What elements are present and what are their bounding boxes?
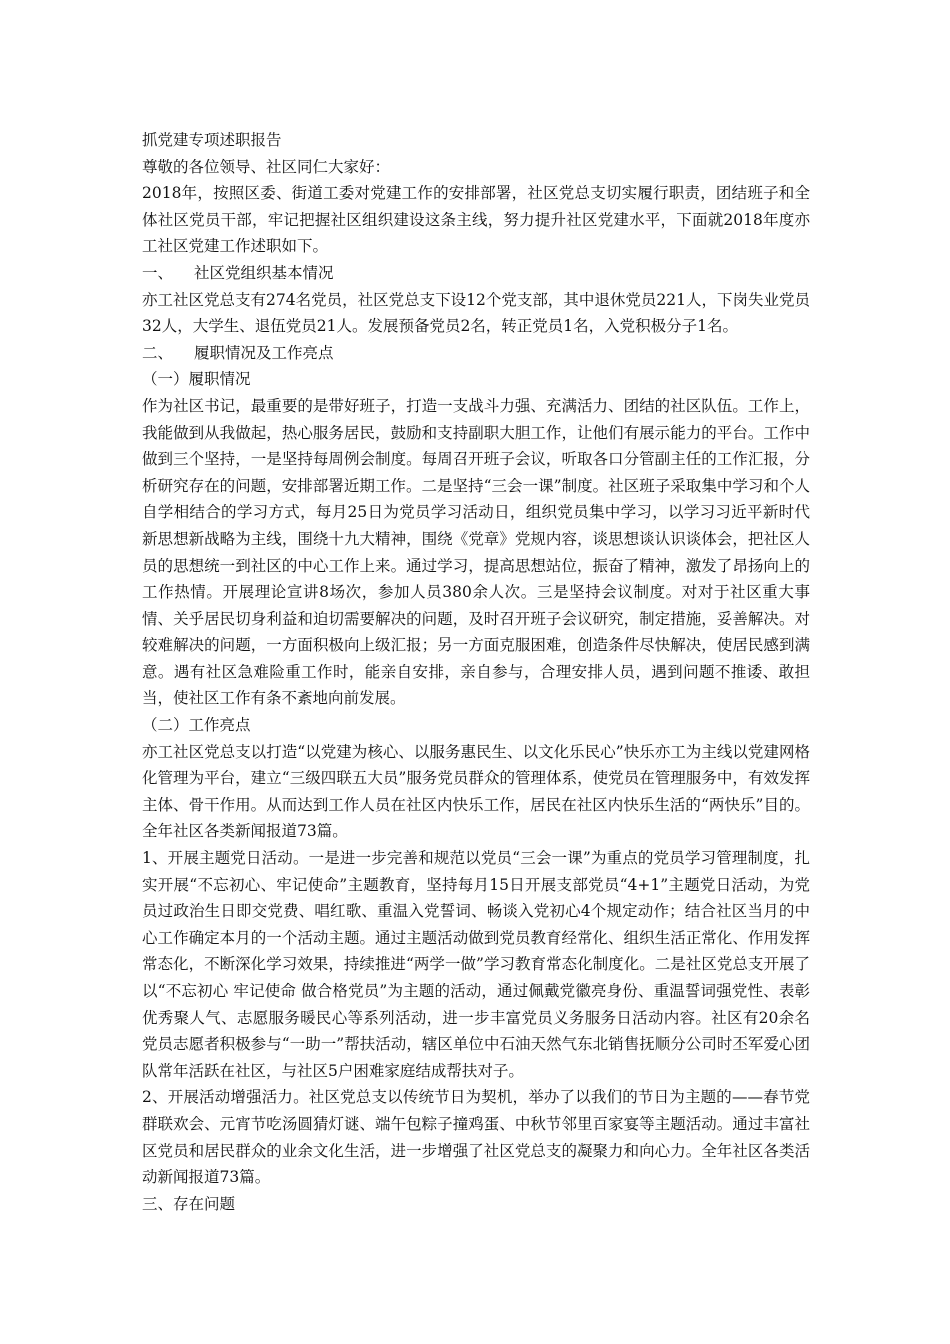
subsection-1-heading: （一）履职情况 bbox=[142, 370, 251, 389]
subsection-2-heading: （二）工作亮点 bbox=[142, 716, 251, 735]
section-3-heading: 三、存在问题 bbox=[142, 1194, 236, 1213]
section-1-body: 亦工社区党总支有274名党员，社区党总支下设12个党支部，其中退休党员221人，下岗失业党员32人，大学生、退伍党员21人。发展预备党员2名，转正党员1名，入党积极分子1名。 bbox=[142, 290, 810, 336]
greeting: 尊敬的各位领导、社区同仁大家好： bbox=[142, 157, 391, 176]
section-1-title: 社区党组织基本情况 bbox=[194, 263, 334, 282]
document-page bbox=[142, 127, 810, 1217]
section-2-heading bbox=[142, 340, 810, 367]
intro-paragraph: 2018年，按照区委、街道工委对党建工作的安排部署，社区党总支切实履行职责，团结班子和全体社区党员干部，牢记把握社区组织建设这条主线，努力提升社区党建水平，下面就2018年度亦工社区党建工作述职如下。 bbox=[142, 184, 810, 256]
section-2-number: 二、 bbox=[142, 343, 174, 362]
section-2-title: 履职情况及工作亮点 bbox=[194, 343, 334, 362]
section-1-heading bbox=[142, 260, 810, 287]
section-1-number: 一、 bbox=[142, 263, 174, 282]
list-item-1: 1、开展主题党日活动。一是进一步完善和规范以党员“三会一课”为重点的党员学习管理制度，扎实开展“不忘初心、牢记使命”主题教育，坚持每月15日开展支部党员“4+1”主题党日活动，为党员过政治生日即交党费、唱红歌、重温入党誓词、畅谈入党初心4个规定动作；结合社区当月的中心工作确定本月的一个活动主题。通过主题活动做到党员教育经常化、组织生活正常化、作用发挥常态化，不断深化学习效果，持续推进“两学一做”学习教育常态化制度化。二是社区党总支开展了以“不忘初心 牢记使命 做合格党员”为主题的活动，通过佩戴党徽亮身份、重温誓词强党性、表彰优秀聚人气、志愿服务暖民心等系列活动，进一步丰富党员义务服务日活动内容。社区有20余名党员志愿者积极参与“一助一”帮扶活动，辖区单位中石油天然气东北销售抚顺分公司时丕军爱心团队常年活跃在社区，与社区5户困难家庭结成帮扶对子。 bbox=[142, 849, 810, 1080]
subsection-1-body: 作为社区书记，最重要的是带好班子，打造一支战斗力强、充满活力、团结的社区队伍。工作上，我能做到从我做起，热心服务居民，鼓励和支持副职大胆工作，让他们有展示能力的平台。工作中做到三个坚持，一是坚持每周例会制度。每周召开班子会议，听取各口分管副主任的工作汇报，分析研究存在的问题，安排部署近期工作。二是坚持“三会一课”制度。社区班子采取集中学习和个人自学相结合的学习方式，每月25日为党员学习活动日，组织党员集中学习，以学习习近平新时代新思想新战略为主线，围绕十九大精神，围绕《党章》党规内容，谈思想谈认识谈体会，把社区人员的思想统一到社区的中心工作上来。通过学习，提高思想站位，振奋了精神，激发了昂扬向上的工作热情。开展理论宣讲8场次，参加人员380余人次。三是坚持会议制度。对对于社区重大事情、关乎居民切身利益和迫切需要解决的问题，及时召开班子会议研究，制定措施，妥善解决。对较难解决的问题，一方面积极向上级汇报；另一方面克服困难，创造条件尽快解决，使居民感到满意。遇有社区急难险重工作时，能亲自安排，亲自参与，合理安排人员，遇到问题不推诿、敢担当，使社区工作有条不紊地向前发展。 bbox=[142, 396, 810, 708]
subsection-2-body: 亦工社区党总支以打造“以党建为核心、以服务惠民生、以文化乐民心”快乐亦工为主线以党建网格化管理为平台，建立“三级四联五大员”服务党员群众的管理体系，使党员在管理服务中，有效发挥主体、骨干作用。从而达到工作人员在社区内快乐工作，居民在社区内快乐生活的“两快乐”目的。全年社区各类新闻报道73篇。 bbox=[142, 742, 810, 841]
document-title: 抓党建专项述职报告 bbox=[142, 131, 282, 149]
list-item-2: 2、开展活动增强活力。社区党总支以传统节日为契机，举办了以我们的节日为主题的——春节党群联欢会、元宵节吃汤圆猜灯谜、端午包粽子撞鸡蛋、中秋节邻里百家宴等主题活动。通过丰富社区党员和居民群众的业余文化生活，进一步增强了社区党总支的凝聚力和向心力。全年社区各类活动新闻报道73篇。 bbox=[142, 1088, 810, 1187]
